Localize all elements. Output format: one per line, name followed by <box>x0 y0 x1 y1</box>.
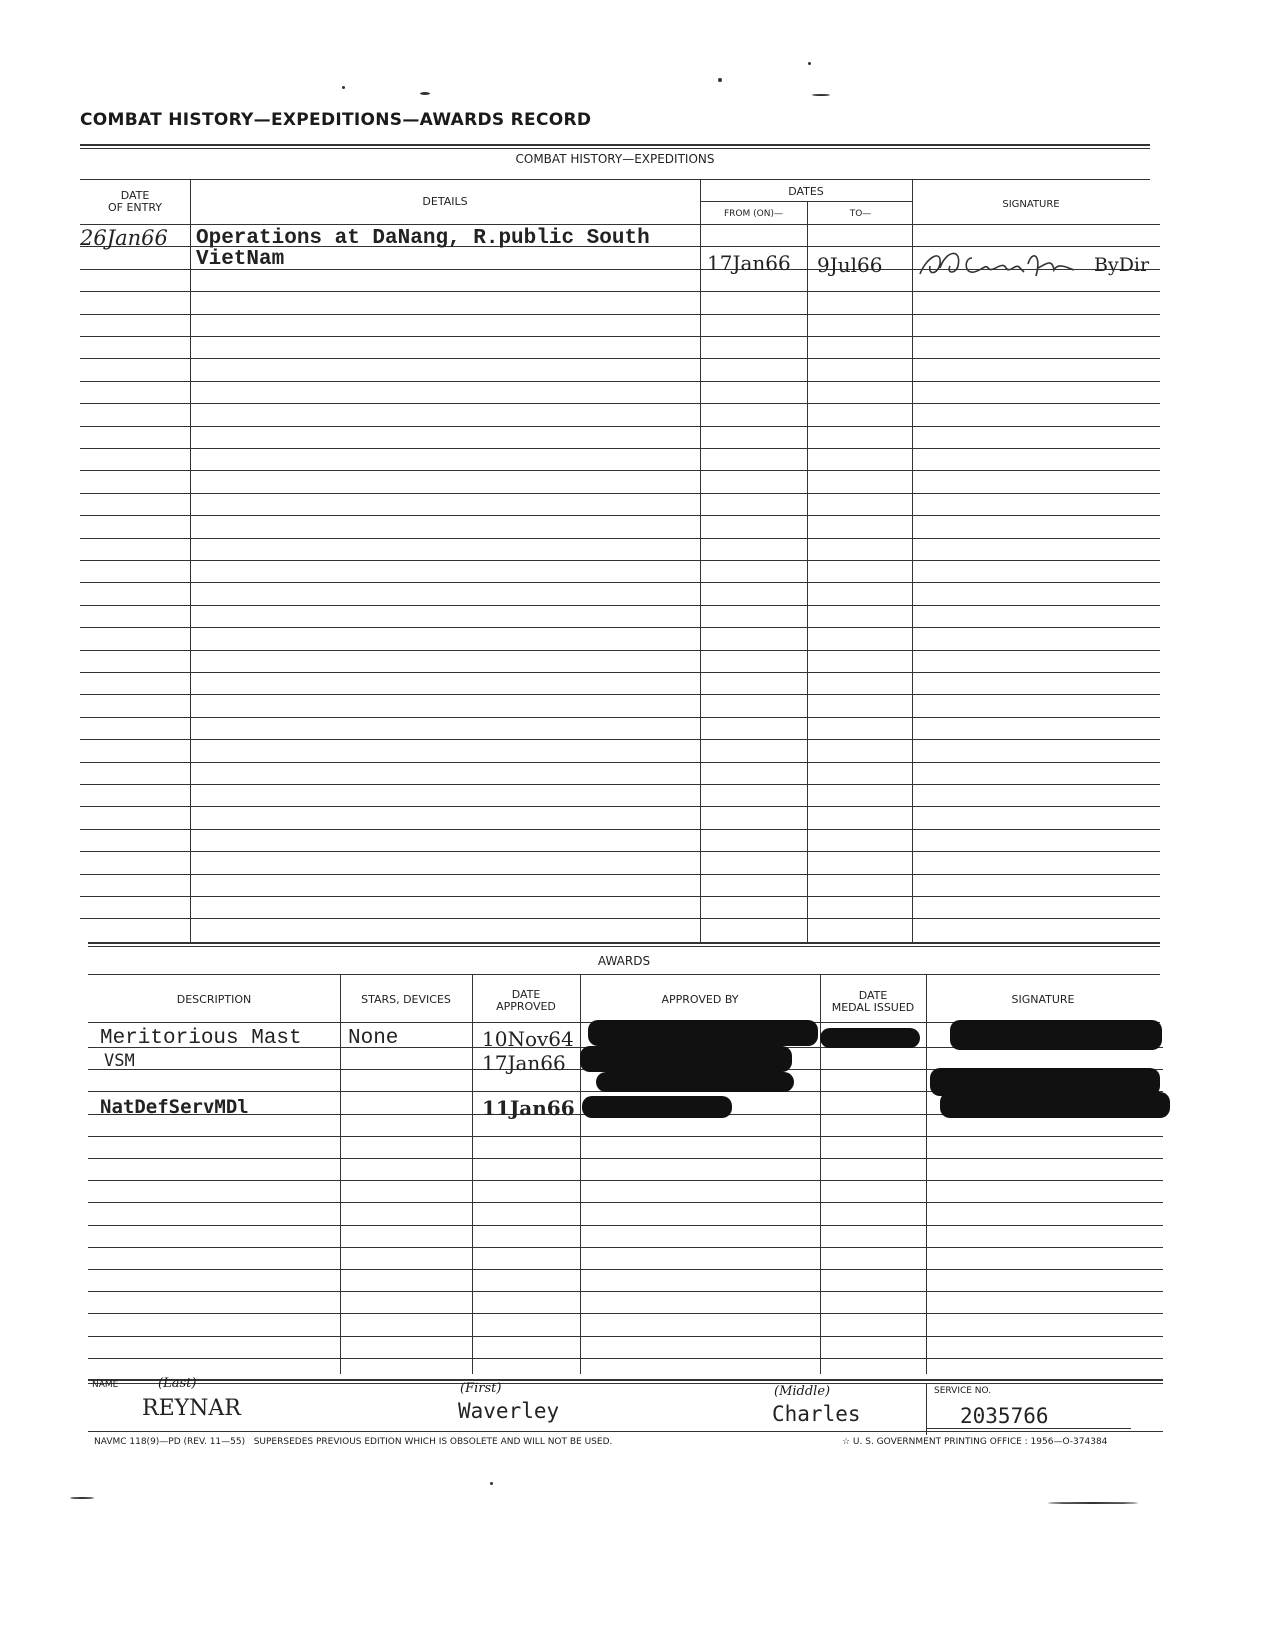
redaction-signature <box>940 1092 1170 1118</box>
scan-speck <box>342 86 345 89</box>
header-line: DATE <box>511 988 541 1001</box>
last-name-value: REYNAR <box>142 1396 241 1421</box>
scan-speck <box>420 92 430 95</box>
header-line: DATE <box>120 189 150 202</box>
ruled-line <box>80 829 1160 830</box>
ruled-line <box>88 1136 1163 1137</box>
ruled-line <box>80 762 1160 763</box>
ruled-line <box>88 1180 1163 1181</box>
header-from: FROM (ON)— <box>724 209 783 219</box>
ruled-line <box>80 739 1160 740</box>
award-date-approved: 11Jan66 <box>482 1096 575 1120</box>
ruled-line <box>80 560 1160 561</box>
award-description: VSM <box>104 1051 135 1071</box>
combat-section-title: COMBAT HISTORY—EXPEDITIONS <box>515 152 715 166</box>
entry-signature <box>916 240 1150 280</box>
ruled-line <box>80 627 1160 628</box>
ruled-line <box>80 672 1160 673</box>
scan-speck <box>812 94 830 96</box>
scan-speck <box>490 1482 493 1485</box>
awards-section-title: AWARDS <box>597 954 651 968</box>
last-label: (Last) <box>158 1376 197 1391</box>
header-to: TO— <box>849 209 872 219</box>
ruled-line <box>80 717 1160 718</box>
header-description: DESCRIPTION <box>176 993 252 1006</box>
printing-office-footer: ☆ U. S. GOVERNMENT PRINTING OFFICE : 1956—O-374384 <box>842 1437 1108 1447</box>
header-date-of-entry <box>80 190 190 214</box>
entry-date: 26Jan66 <box>80 226 168 250</box>
ruled-line <box>80 694 1160 695</box>
entry-details-line2: VietNam <box>196 248 285 271</box>
ruled-line <box>80 403 1160 404</box>
ruled-line <box>80 851 1160 852</box>
ruled-line <box>80 605 1160 606</box>
entry-from-date: 17Jan66 <box>707 251 791 275</box>
ruled-line <box>88 1247 1163 1248</box>
ruled-line <box>80 224 1160 225</box>
redaction-approved-by <box>580 1046 792 1072</box>
header-date-approved <box>472 989 580 1013</box>
ruled-line <box>88 1313 1163 1314</box>
form-number-footer: NAVMC 118(9)—PD (REV. 11—55) SUPERSEDES PREVIOUS EDITION WHICH IS OBSOLETE AND WILL NOT BE USED. <box>94 1437 613 1447</box>
ruled-line <box>80 918 1160 919</box>
header-approved-by: APPROVED BY <box>661 993 739 1006</box>
redaction-approved-by <box>588 1020 818 1046</box>
ruled-line <box>80 582 1160 583</box>
ruled-line <box>80 314 1160 315</box>
header-details: DETAILS <box>422 195 468 208</box>
scan-speck <box>808 62 811 65</box>
header-line: MEDAL ISSUED <box>831 1001 915 1014</box>
ruled-line <box>80 493 1160 494</box>
header-line: DATE <box>858 989 888 1002</box>
scan-speck <box>70 1497 94 1499</box>
middle-name-value: Charles <box>772 1402 861 1426</box>
award-stars-devices: None <box>348 1027 399 1050</box>
scan-speck <box>718 78 722 82</box>
ruled-line <box>88 1358 1163 1359</box>
scan-speck <box>1048 1502 1138 1504</box>
ruled-line <box>88 1225 1163 1226</box>
ruled-line <box>80 448 1160 449</box>
ruled-line <box>88 1158 1163 1159</box>
name-label: NAME <box>92 1380 119 1390</box>
ruled-line <box>80 806 1160 807</box>
ruled-line <box>80 784 1160 785</box>
ruled-line <box>88 1336 1163 1337</box>
ruled-line <box>80 515 1160 516</box>
ruled-line <box>80 896 1160 897</box>
ruled-line <box>88 1269 1163 1270</box>
first-label: (First) <box>460 1381 502 1396</box>
ruled-line <box>80 291 1160 292</box>
redaction-signature <box>950 1020 1162 1050</box>
header-date-medal-issued <box>820 990 926 1014</box>
redaction-medal-issued <box>820 1028 920 1048</box>
ruled-line <box>80 538 1160 539</box>
ruled-line <box>80 426 1160 427</box>
ruled-line <box>80 336 1160 337</box>
ruled-line <box>80 650 1160 651</box>
ruled-line <box>88 1202 1163 1203</box>
form-title: COMBAT HISTORY—EXPEDITIONS—AWARDS RECORD <box>80 110 592 130</box>
header-line: OF ENTRY <box>107 201 163 214</box>
redaction-approved-by <box>596 1072 794 1092</box>
entry-to-date: 9Jul66 <box>817 253 883 277</box>
ruled-line <box>80 874 1160 875</box>
ruled-line <box>80 381 1160 382</box>
header-dates: DATES <box>788 185 824 198</box>
header-stars-devices: STARS, DEVICES <box>361 993 451 1006</box>
entry-details-line1: Operations at DaNang, R.public South <box>196 227 650 250</box>
service-no-value: 2035766 <box>960 1404 1049 1428</box>
ruled-line <box>80 470 1160 471</box>
handwritten-signature <box>916 240 1086 280</box>
header-signature: SIGNATURE <box>1002 199 1060 210</box>
award-description: NatDefServMDl <box>100 1096 249 1118</box>
award-description: Meritorious Mast <box>100 1027 302 1050</box>
first-name-value: Waverley <box>458 1399 560 1423</box>
redaction-approved-by <box>582 1096 732 1118</box>
ruled-line <box>80 358 1160 359</box>
service-no-label: SERVICE NO. <box>934 1386 992 1396</box>
header-award-signature: SIGNATURE <box>1011 993 1075 1006</box>
award-date-approved: 10Nov64 <box>482 1027 574 1051</box>
middle-label: (Middle) <box>774 1384 831 1399</box>
entry-signature-suffix: ByDir <box>1094 254 1150 276</box>
award-date-approved: 17Jan66 <box>482 1051 566 1075</box>
header-line: APPROVED <box>496 1000 556 1013</box>
ruled-line <box>88 1291 1163 1292</box>
